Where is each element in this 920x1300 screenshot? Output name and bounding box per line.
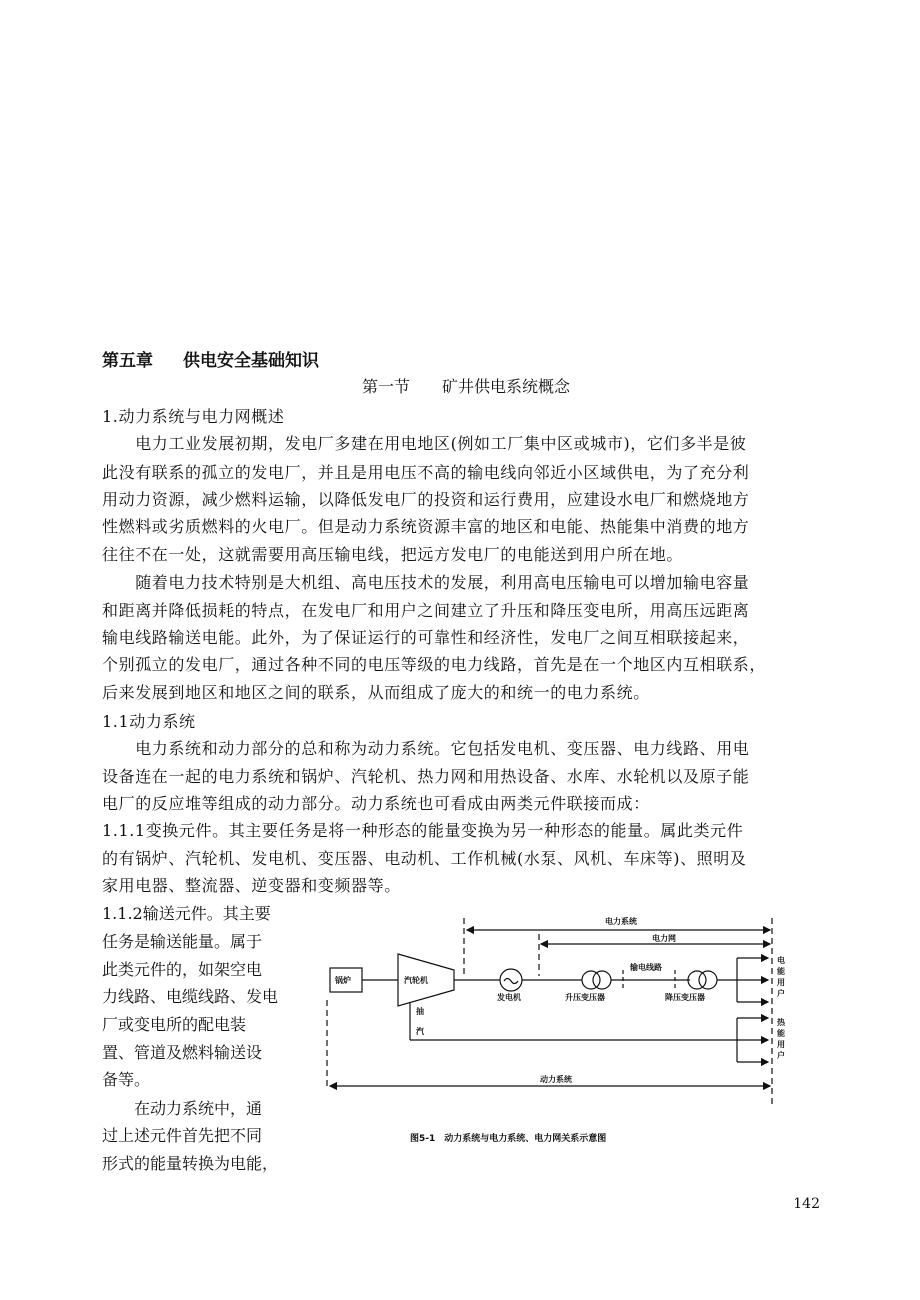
text-line: 在动力系统中，通 bbox=[102, 1099, 263, 1118]
section-title: 矿井供电系统概念 bbox=[442, 377, 571, 396]
text-line: 电力系统和动力部分的总和称为动力系统。它包括发电机、变压器、电力线路、用电 bbox=[102, 739, 750, 758]
text-line: 过上述元件首先把不同 bbox=[102, 1126, 263, 1145]
step-down-label: 降压变压器 bbox=[665, 993, 705, 1002]
heat-user-char: 热 bbox=[777, 1018, 785, 1027]
step-down-transformer bbox=[688, 971, 706, 989]
power-grid-label: 电力网 bbox=[652, 934, 676, 943]
text-line: 家用电器、整流器、逆变器和变频器等。 bbox=[102, 876, 401, 895]
extraction-char: 汽 bbox=[416, 1027, 424, 1036]
text-line: 1.1.2输送元件。其主要 bbox=[102, 904, 271, 923]
page-number: 142 bbox=[793, 1196, 820, 1212]
text-line: 性燃料或劣质燃料的火电厂。但是动力系统资源丰富的地区和电能、热能集中消费的地方 bbox=[102, 517, 750, 536]
text-line: 后来发展到地区和地区之间的联系，从而组成了庞大的和统一的电力系统。 bbox=[102, 683, 650, 702]
text-line: 此没有联系的孤立的发电厂，并且是用电压不高的输电线向邻近小区域供电，为了充分利 bbox=[102, 463, 750, 482]
line-label: 输电线路 bbox=[630, 963, 662, 972]
text-line: 此类元件的，如架空电 bbox=[102, 960, 263, 979]
text-line: 个别孤立的发电厂，通过各种不同的电压等级的电力线路，首先是在一个地区内互相联系， bbox=[102, 655, 767, 674]
text-line: 随着电力技术特别是大机组、高电压技术的发展，利用高电压输电可以增加输电容量 bbox=[102, 573, 750, 592]
text-line: 电力工业发展初期，发电厂多建在用电地区(例如工厂集中区或城市)，它们多半是彼 bbox=[102, 434, 747, 453]
figure-caption: 图5-1 动力系统与电力系统、电力网关系示意图 bbox=[410, 1134, 607, 1144]
text-line: 厂或变电所的配电装 bbox=[102, 1015, 247, 1034]
text-line: 设备连在一起的电力系统和锅炉、汽轮机、热力网和用热设备、水库、水轮机以及原子能 bbox=[102, 767, 750, 786]
text-line: 置、管道及燃料输送设 bbox=[102, 1043, 263, 1062]
step-up-label: 升压变压器 bbox=[565, 993, 605, 1002]
text-line: 和距离并降低损耗的特点，在发电厂和用户之间建立了升压和降压变电所，用高压远距离 bbox=[102, 601, 750, 620]
text-line: 1.动力系统与电力网概述 bbox=[102, 407, 285, 426]
text-line: 任务是输送能量。属于 bbox=[102, 932, 263, 951]
generator-label: 发电机 bbox=[497, 993, 521, 1002]
text-line: 用动力资源，减少燃料运输，以降低发电厂的投资和运行费用，应建设水电厂和燃烧地方 bbox=[102, 490, 750, 509]
text-line: 1.1动力系统 bbox=[102, 712, 196, 731]
text-line: 的有锅炉、汽轮机、发电机、变压器、电动机、工作机械(水泵、风机、车床等)、照明及 bbox=[102, 849, 747, 868]
generator-symbol bbox=[500, 969, 522, 991]
text-line: 力线路、电缆线路、发电 bbox=[102, 987, 279, 1006]
elec-user-char: 能 bbox=[777, 967, 785, 976]
elec-user-char: 电 bbox=[777, 956, 785, 965]
text-line: 1.1.1变换元件。其主要任务是将一种形态的能量变换为另一种形态的能量。属此类元件 bbox=[102, 821, 744, 840]
extraction-char: 抽 bbox=[416, 1007, 424, 1016]
chapter-number: 第五章 bbox=[102, 351, 153, 371]
heat-user-char: 用 bbox=[777, 1040, 785, 1049]
boiler-label: 锅炉 bbox=[335, 976, 351, 985]
chapter-title: 供电安全基础知识 bbox=[183, 351, 319, 371]
step-up-transformer bbox=[582, 971, 600, 989]
text-line: 形式的能量转换为电能， bbox=[102, 1154, 279, 1173]
section-number: 第一节 bbox=[362, 377, 411, 396]
heat-user-char: 户 bbox=[777, 1051, 785, 1060]
dynamic-system-label: 动力系统 bbox=[540, 1075, 572, 1084]
turbine-label: 汽轮机 bbox=[404, 976, 428, 985]
text-line: 备等。 bbox=[102, 1070, 151, 1089]
text-line: 电厂的反应堆等组成的动力部分。动力系统也可看成由两类元件联接而成： bbox=[102, 794, 650, 813]
power-system-label: 电力系统 bbox=[605, 917, 637, 926]
elec-user-char: 户 bbox=[777, 989, 785, 998]
elec-user-char: 用 bbox=[777, 978, 785, 987]
text-line: 往往不在一处，这就需要用高压输电线，把远方发电厂的电能送到用户所在地。 bbox=[102, 545, 684, 564]
text-line: 输电线路输送电能。此外，为了保证运行的可靠性和经济性，发电厂之间互相联接起来， bbox=[102, 628, 750, 647]
heat-user-char: 能 bbox=[777, 1029, 785, 1038]
